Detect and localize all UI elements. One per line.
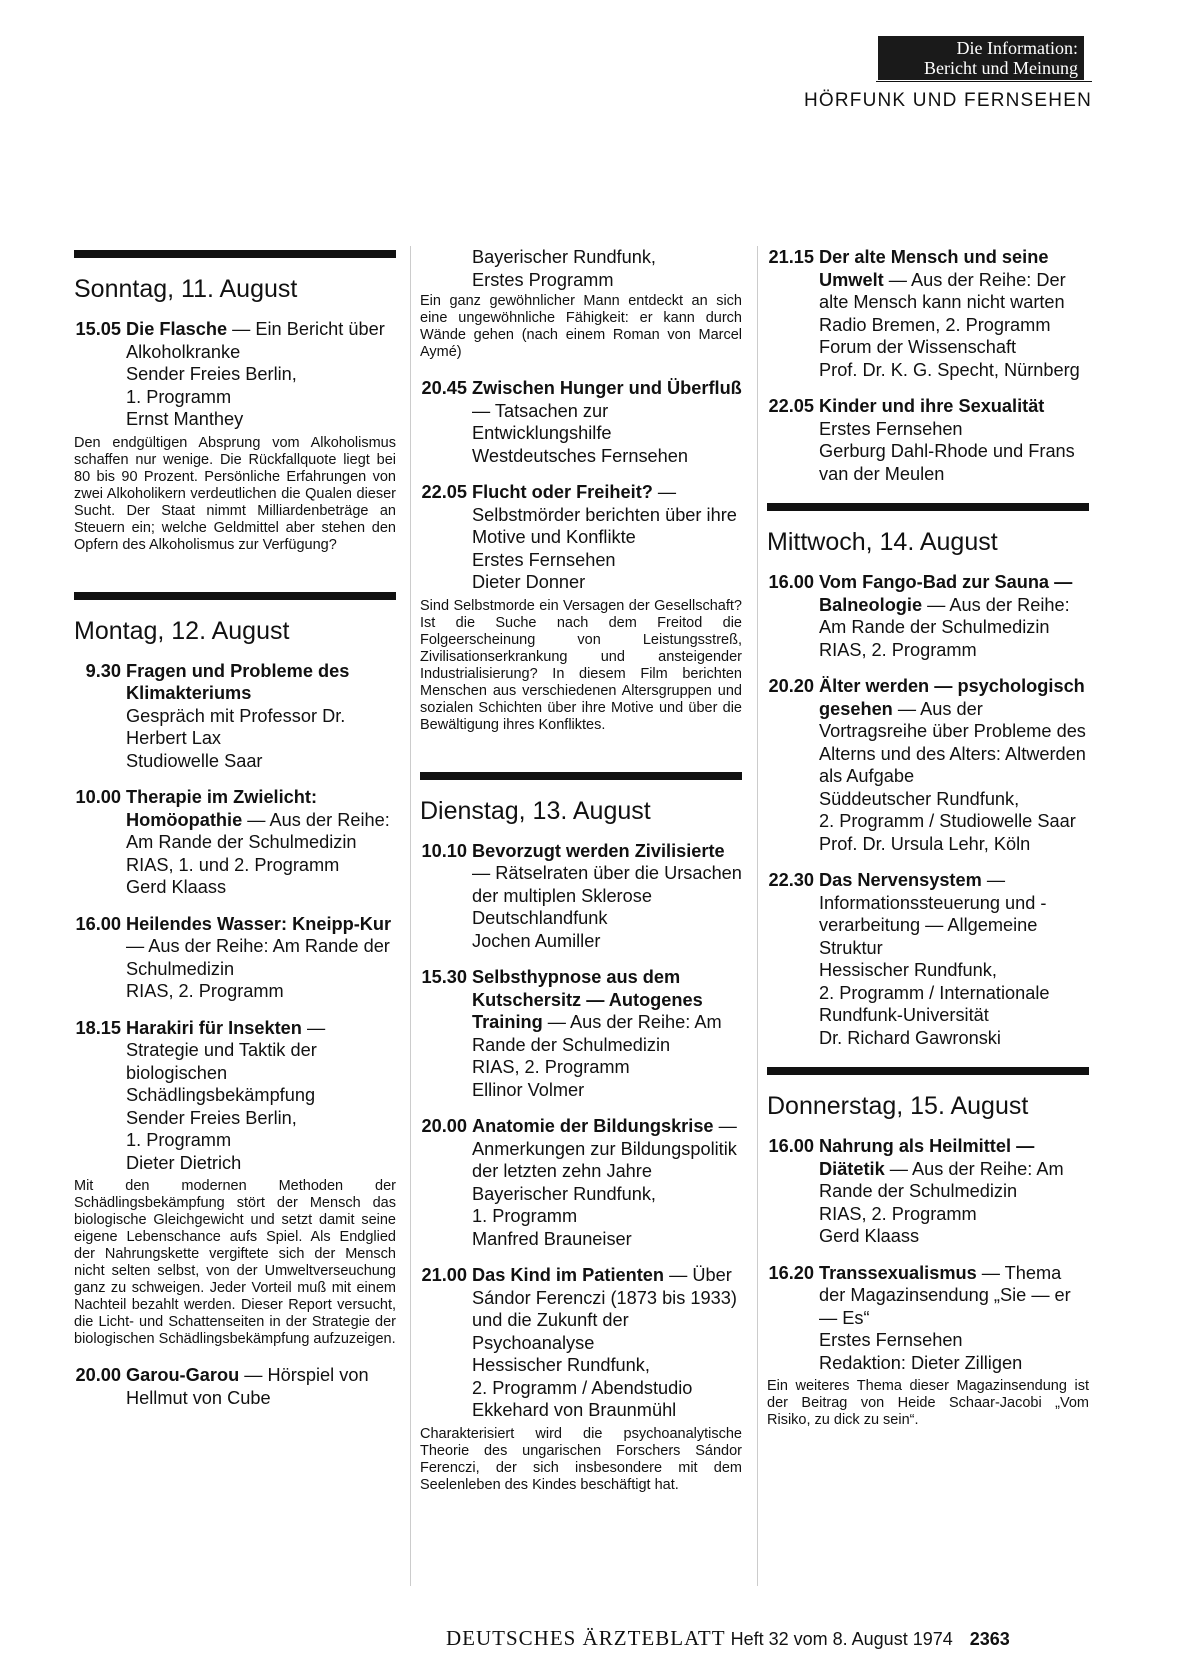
- entry-broadcaster: RIAS, 1. und 2. Programm: [126, 854, 340, 875]
- day-rule: [420, 772, 742, 780]
- entry-broadcaster: RIAS, 2. Programm: [472, 1057, 630, 1077]
- program-entry: [420, 840, 742, 953]
- entry-author: Ellinor Volmer: [472, 1079, 585, 1100]
- day-heading-donnerstag: Donnerstag, 15. August: [767, 1092, 1029, 1120]
- entry-subtitle: — Aus der Reihe: Am Rande der Schulmedizin: [819, 594, 1070, 637]
- entry-title: Heilendes Wasser: Kneipp-Kur: [126, 913, 392, 934]
- entry-subtitle: — Informationssteuerung und -verarbeitung — Allgemeine Struktur: [819, 870, 1047, 958]
- day-heading-montag: Montag, 12. August: [74, 616, 290, 645]
- entry-author: Dieter Donner: [472, 572, 586, 592]
- entry-author: Gerburg Dahl-Rhode und Frans van der Meulen: [819, 441, 1075, 484]
- entry-subtitle: — Strategie und Taktik der biologischen Schädlingsbekämpfung: [126, 1017, 326, 1105]
- entry-time: 10.10: [421, 840, 467, 861]
- badge-line-1: Die Information:: [956, 38, 1078, 58]
- entry-subtitle: — Selbstmörder berichten über ihre Motive und Konflikte: [472, 482, 737, 547]
- entry-description: Den endgültigen Absprung vom Alkoholismus schaffen nur wenige. Die Rückfallquote liegt bei 80 bis 90 Prozent. Persönliche Erfahrungen von zwei Alkoholikern verdeutlichen die Qualen dieser Sucht. Der Staat nimmt Milliardenbeträge an Steuern ein; welche Geldmittel aber stehen den Opfern des Alkoholismus zur Verfügung?: [74, 434, 396, 553]
- entry-time: 21.00: [421, 1265, 467, 1285]
- entry-time: 15.05: [75, 319, 121, 339]
- day-rule: [767, 1067, 1089, 1075]
- column-2: [420, 246, 742, 1510]
- entry-channel: 1. Programm: [126, 1130, 232, 1150]
- entry-broadcaster: Studiowelle Saar: [126, 750, 263, 771]
- entry-time: 18.15: [75, 1017, 121, 1038]
- entry-title: Selbsthypnose aus dem Kutschersitz — Autogenes Training: [472, 967, 703, 1032]
- entry-author: Dieter Dietrich: [126, 1152, 242, 1173]
- program-entry: [420, 377, 742, 467]
- entry-broadcaster: Bayerischer Rundfunk,: [472, 247, 656, 267]
- entry-time: 16.20: [768, 1262, 814, 1283]
- entry-broadcaster: Hessischer Rundfunk,: [472, 1355, 650, 1375]
- entry-time: 9.30: [85, 660, 121, 681]
- entry-title: Garou-Garou: [126, 1365, 240, 1385]
- entry-subtitle: — Über Sándor Ferenczi (1873 bis 1933) und die Zukunft der Psychoanalyse: [472, 1265, 737, 1353]
- entry-series: Forum der Wissenschaft: [819, 337, 1017, 357]
- entry-author: Gerd Klaass: [819, 1226, 920, 1246]
- entry-description: Sind Selbstmorde ein Versagen der Gesellschaft? Ist die Suche nach dem Freitod die Folgeerscheinung von Leistungsstreß, Zivilisationserkrankung und ansteigender Industrialisierung? In diesem Film berichten Menschen aus verschiedenen Altersgruppen und sozialen Schichten über ihre Motive und über die Bewältigung ihres Konfliktes.: [420, 597, 742, 733]
- program-entry: [74, 786, 396, 899]
- entry-description: Ein ganz gewöhnlicher Mann entdeckt an sich eine ungewöhnliche Fähigkeit: er kann durch Wände gehen (nach einem Roman von Marcel Aymé): [420, 293, 742, 360]
- entry-detail: Gespräch mit Professor Dr. Herbert Lax: [126, 705, 346, 748]
- program-entry: [420, 1264, 742, 1422]
- program-entry: [420, 966, 742, 1101]
- entry-author: Ekkehard von Braunmühl: [472, 1400, 677, 1420]
- issue-info: Heft 32 vom 8. August 1974: [730, 1629, 953, 1649]
- page-number: 2363: [969, 1629, 1010, 1649]
- entry-channel: 2. Programm / Studiowelle Saar: [819, 811, 1076, 831]
- entry-subtitle: — Tatsachen zur Entwicklungshilfe: [472, 400, 612, 443]
- entry-description: Charakterisiert wird die psychoanalytische Theorie des ungarischen Forschers Sándor Ferenczi, der sich insbesondere mit dem Seelenleben des Kindes beschäftigt hat.: [420, 1425, 742, 1493]
- entry-time: 20.00: [421, 1116, 467, 1136]
- entry-time: 20.45: [421, 378, 467, 398]
- entry-author: Manfred Brauneiser: [472, 1228, 632, 1249]
- entry-subtitle: — Aus der Reihe: Am Rande der Schulmedizin: [126, 936, 390, 979]
- entry-time: 21.15: [768, 247, 814, 267]
- entry-subtitle: — Hörspiel von Hellmut von Cube: [126, 1365, 369, 1408]
- entry-time: 22.30: [768, 870, 814, 890]
- entry-title: Transsexualismus: [819, 1262, 977, 1283]
- entry-broadcaster: Süddeutscher Rundfunk,: [819, 788, 1020, 809]
- program-entry: [74, 660, 396, 773]
- entry-time: 20.20: [768, 676, 814, 696]
- column-3: [767, 246, 1089, 1445]
- entry-broadcaster: Radio Bremen, 2. Programm: [819, 314, 1051, 335]
- entry-author: Prof. Dr. K. G. Specht, Nürnberg: [819, 359, 1080, 380]
- entry-title: Der alte Mensch und seine Umwelt: [819, 247, 1049, 290]
- entry-broadcaster: RIAS, 2. Programm: [819, 1203, 977, 1224]
- entry-broadcaster: Deutschlandfunk: [472, 908, 608, 928]
- program-entry: [420, 1115, 742, 1250]
- entry-subtitle: — Ein Bericht über Alkoholkranke: [126, 319, 385, 362]
- entry-subtitle: — Anmerkungen zur Bildungspolitik der letzten zehn Jahre: [472, 1116, 737, 1181]
- entry-author: Jochen Aumiller: [472, 930, 601, 951]
- entry-title: Bevorzugt werden Zivilisierte: [472, 840, 725, 861]
- entry-time: 10.00: [75, 787, 121, 807]
- day-rule: [74, 592, 396, 600]
- badge-line-2: Bericht und Meinung: [924, 58, 1078, 78]
- rubric-title: HÖRFUNK UND FERNSEHEN: [803, 90, 1092, 111]
- entry-title: Nahrung als Heilmittel — Diätetik: [819, 1136, 1035, 1179]
- program-entry-continued: [420, 246, 742, 291]
- program-entry: [420, 481, 742, 594]
- magazine-name: DEUTSCHES ÄRZTEBLATT: [446, 1626, 726, 1650]
- day-rule: [74, 250, 396, 258]
- entry-author: Prof. Dr. Ursula Lehr, Köln: [819, 833, 1031, 854]
- program-entry: [74, 1364, 396, 1409]
- entry-time: 22.05: [421, 482, 467, 502]
- day-heading-mittwoch: Mittwoch, 14. August: [767, 528, 998, 556]
- entry-title: Kinder und ihre Sexualität: [819, 396, 1045, 416]
- entry-title: Harakiri für Insekten: [126, 1017, 302, 1038]
- column-divider: [410, 246, 411, 1586]
- page-footer: [446, 1626, 1086, 1651]
- entry-time: 16.00: [768, 1136, 814, 1156]
- entry-subtitle: — Aus der Reihe: Der alte Mensch kann nicht warten: [819, 269, 1066, 312]
- entry-channel: Erstes Programm: [472, 269, 614, 290]
- entry-broadcaster: Sender Freies Berlin,: [126, 1107, 297, 1128]
- entry-title: Vom Fango-Bad zur Sauna — Balneologie: [819, 572, 1073, 615]
- entry-subtitle: — Aus der Reihe: Am Rande der Schulmedizin: [819, 1158, 1064, 1201]
- entry-title: Flucht oder Freiheit?: [472, 482, 653, 502]
- program-entry: [767, 1135, 1089, 1248]
- entry-title: Fragen und Probleme des Klimakteriums: [126, 660, 350, 703]
- entry-broadcaster: Hessischer Rundfunk,: [819, 960, 997, 980]
- entry-broadcaster: Erstes Fernsehen: [819, 1330, 963, 1350]
- entry-title: Zwischen Hunger und Überfluß: [472, 378, 742, 398]
- entry-description: Mit den modernen Methoden der Schädlingsbekämpfung stört der Mensch das biologische Gleichgewicht und setzt damit seine eigene Lebenschance aufs Spiel. Als Endglied der Nahrungskette vergiftete sich der Mensch nicht selten selbst, von der Umweltverseuchung ganz zu schweigen. Jeder Vorteil muß mit einem Nachteil bezahlt werden. Dieser Report versucht, die Licht- und Schattenseiten in der Strategie der biologischen Schädlingsbekämpfung aufzuzeigen.: [74, 1178, 396, 1347]
- entry-description: Ein weiteres Thema dieser Magazinsendung ist der Beitrag von Heide Schaar-Jacobi „Vom Risiko, zu dick zu sein“.: [767, 1378, 1089, 1428]
- entry-time: 16.00: [768, 572, 814, 592]
- column-divider: [757, 246, 758, 1586]
- entry-subtitle: — Rätselraten über die Ursachen der multiplen Sklerose: [472, 863, 742, 906]
- header-rule: [876, 81, 1092, 82]
- entry-broadcaster: Erstes Fernsehen: [472, 549, 616, 570]
- entry-title: Das Nervensystem: [819, 870, 982, 890]
- entry-time: 20.00: [75, 1365, 121, 1385]
- entry-subtitle: — Aus der Reihe: Am Rande der Schulmedizin: [126, 809, 390, 852]
- program-entry: [767, 675, 1089, 855]
- entry-broadcaster: RIAS, 2. Programm: [126, 981, 284, 1001]
- program-entry: [767, 571, 1089, 661]
- entry-time: 16.00: [75, 913, 121, 934]
- entry-broadcaster: Erstes Fernsehen: [819, 418, 963, 439]
- entry-author: Ernst Manthey: [126, 409, 244, 429]
- entry-title: Älter werden — psychologisch gesehen: [819, 676, 1085, 719]
- entry-subtitle: — Thema der Magazinsendung „Sie — er — Es“: [819, 1262, 1071, 1328]
- entry-title: Anatomie der Bildungskrise: [472, 1116, 714, 1136]
- entry-author: Redaktion: Dieter Zilligen: [819, 1352, 1023, 1373]
- day-heading-sonntag: Sonntag, 11. August: [74, 275, 298, 303]
- program-entry: [767, 246, 1089, 381]
- entry-broadcaster: Sender Freies Berlin,: [126, 364, 297, 384]
- entry-channel: 1. Programm: [126, 386, 232, 407]
- program-entry: [767, 869, 1089, 1049]
- entry-subtitle: — Aus der Vortragsreihe über Probleme des Alterns und des Alters: Altwerden als Aufgabe: [819, 698, 1086, 786]
- program-entry: [767, 1262, 1089, 1375]
- entry-title: Therapie im Zwielicht: Homöopathie: [126, 787, 318, 830]
- program-entry: [74, 913, 396, 1003]
- program-entry: [767, 395, 1089, 485]
- program-entry: [74, 318, 396, 431]
- entry-time: 15.30: [421, 967, 467, 987]
- entry-channel: 1. Programm: [472, 1206, 578, 1226]
- entry-title: Das Kind im Patienten: [472, 1265, 665, 1285]
- entry-title: Die Flasche: [126, 319, 228, 339]
- column-1: [74, 244, 396, 1423]
- program-entry: [74, 1017, 396, 1175]
- entry-channel: 2. Programm / Internationale Rundfunk-Universität: [819, 982, 1050, 1025]
- entry-broadcaster: Westdeutsches Fernsehen: [472, 445, 689, 466]
- day-rule: [767, 503, 1089, 511]
- entry-channel: 2. Programm / Abendstudio: [472, 1377, 693, 1398]
- entry-broadcaster: Bayerischer Rundfunk,: [472, 1183, 656, 1204]
- section-badge: [878, 36, 1084, 80]
- entry-subtitle: — Aus der Reihe: Am Rande der Schulmedizin: [472, 1012, 722, 1055]
- entry-time: 22.05: [768, 396, 814, 416]
- entry-broadcaster: RIAS, 2. Programm: [819, 639, 977, 660]
- entry-author: Dr. Richard Gawronski: [819, 1027, 1001, 1048]
- entry-author: Gerd Klaass: [126, 877, 227, 897]
- day-heading-dienstag: Dienstag, 13. August: [420, 796, 651, 825]
